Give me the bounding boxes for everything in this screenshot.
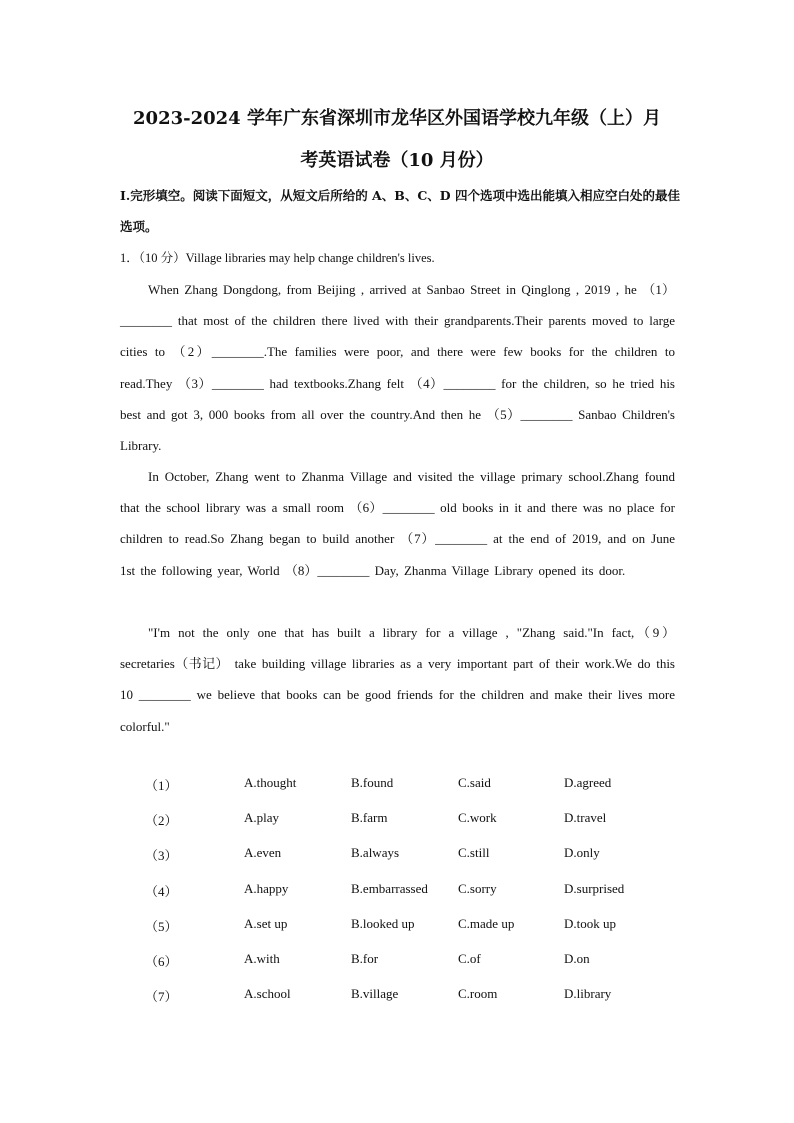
question-header: 1．（10 分）Village libraries may help change children's lives. bbox=[120, 251, 435, 265]
option-b: B.looked up bbox=[351, 915, 415, 931]
option-c: C.still bbox=[458, 845, 490, 861]
option-number: （6） bbox=[145, 953, 178, 969]
passage-paragraph-3: "I'm not the only one that has built a library for a village , "Zhang said."In fact,（9） secretaries（书记） take building village libraries as a very important part of their work.We do this 10 ________ we believe that books can be good friends for the children and make their lives more colorful." bbox=[120, 625, 675, 734]
option-b: B.found bbox=[351, 775, 394, 790]
option-a: A.happy bbox=[244, 880, 289, 896]
option-number: （7） bbox=[145, 989, 178, 1005]
option-d: D.took up bbox=[564, 915, 616, 931]
option-c: C.room bbox=[458, 986, 498, 1002]
option-b: B.for bbox=[351, 950, 379, 966]
option-number: （5） bbox=[145, 918, 178, 934]
option-row bbox=[145, 986, 664, 1021]
option-a: A.school bbox=[244, 986, 291, 1002]
option-row bbox=[145, 775, 664, 810]
option-d: D.library bbox=[564, 986, 612, 1002]
option-number: （2） bbox=[145, 813, 178, 829]
option-c: C.sorry bbox=[458, 880, 497, 896]
option-c: C.made up bbox=[458, 915, 515, 931]
option-number: （3） bbox=[145, 848, 178, 864]
options-table bbox=[145, 775, 664, 1021]
option-number: （4） bbox=[145, 883, 178, 899]
option-a: A.play bbox=[244, 810, 280, 826]
option-b: B.village bbox=[351, 986, 399, 1002]
option-d: D.travel bbox=[564, 810, 607, 826]
option-b: B.always bbox=[351, 845, 400, 861]
option-a: A.even bbox=[244, 845, 282, 861]
option-d: D.agreed bbox=[564, 775, 612, 790]
section-heading: Ⅰ.完形填空。阅读下面短文，从短文后所给的 A、B、C、D 四个选项中选出能填入相应空白处的最佳选项。 bbox=[120, 188, 680, 234]
option-a: A.set up bbox=[244, 915, 288, 931]
option-row bbox=[145, 951, 664, 986]
option-d: D.only bbox=[564, 845, 600, 861]
option-c: C.said bbox=[458, 775, 491, 790]
passage-paragraph-2: In October, Zhang went to Zhanma Village and visited the village primary school.Zhang found that the school library was a small room （6）________ old books in it and there was no place for children to read.So Zhang began to build another （7）________ at the end of 2019, and on June 1st the following year, World （8）________ Day, Zhanma Village Library opened its door. bbox=[120, 469, 675, 578]
option-a: A.thought bbox=[244, 775, 297, 790]
option-b: B.embarrassed bbox=[351, 880, 428, 896]
passage-paragraph-1: When Zhang Dongdong, from Beijing , arrived at Sanbao Street in Qinglong , 2019 , he （1）________ that most of the children there lived with their grandparents.Their parents moved to large cities to （2）________.The families were poor, and there were few books for the children to read.They （3）________ had textbooks.Zhang felt （4）________ for the children, so he tried his best and got 3, 000 books from all over the country.And then he （5）________ Sanbao Children's Library. bbox=[120, 282, 675, 454]
option-d: D.surprised bbox=[564, 880, 625, 896]
option-c: C.work bbox=[458, 810, 497, 826]
option-row bbox=[145, 916, 664, 951]
option-number: （1） bbox=[145, 778, 178, 793]
option-c: C.of bbox=[458, 950, 481, 966]
page-title-line-1: 2023-2024 学年广东省深圳市龙华区外国语学校九年级（上）月 bbox=[133, 108, 661, 129]
option-b: B.farm bbox=[351, 810, 388, 826]
option-a: A.with bbox=[244, 950, 280, 966]
option-d: D.on bbox=[564, 950, 590, 966]
page-title-line-2: 考英语试卷（10 月份） bbox=[300, 150, 494, 171]
option-row bbox=[145, 810, 664, 845]
option-row bbox=[145, 881, 664, 916]
option-row bbox=[145, 845, 664, 880]
